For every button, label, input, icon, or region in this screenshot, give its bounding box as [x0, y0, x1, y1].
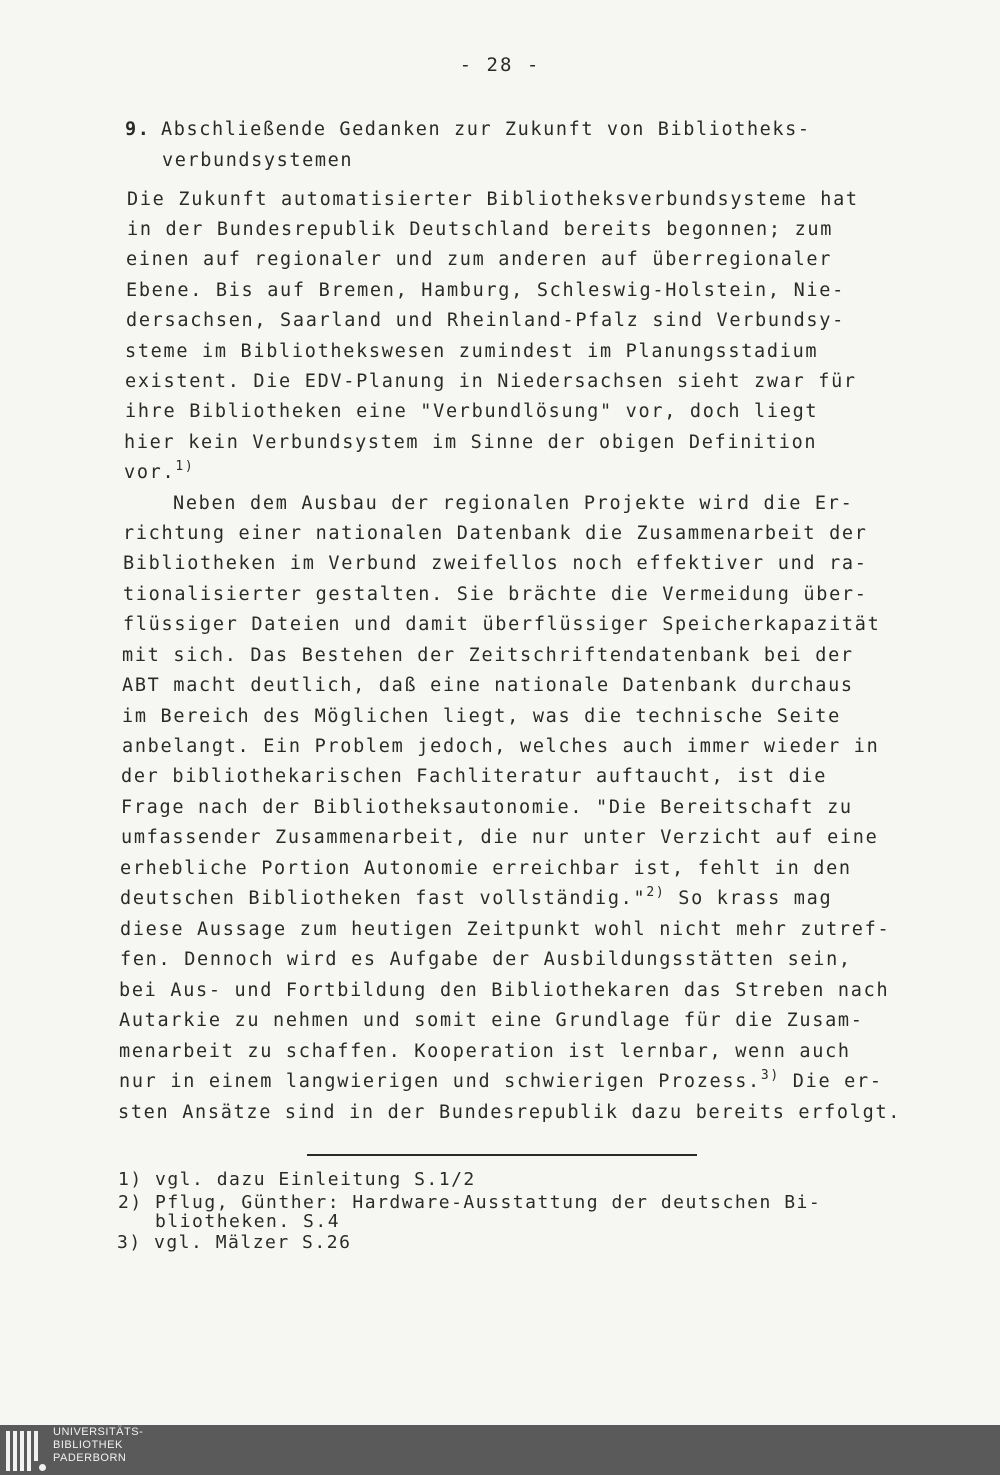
- footnote: 1) vgl. dazu Einleitung S.1/2: [118, 1169, 476, 1190]
- body-line: vor.$^{1)}$: [124, 459, 195, 483]
- body-line: dersachsen, Saarland und Rheinland-Pfalz sind Verbundsy-: [126, 310, 845, 331]
- body-line: anbelangt. Ein Problem jedoch, welches auch immer wieder in: [122, 736, 880, 757]
- body-line: menarbeit zu schaffen. Kooperation ist lernbar, wenn auch: [119, 1041, 851, 1062]
- body-line: hier kein Verbundsystem im Sinne der obigen Definition: [124, 432, 818, 453]
- body-line: deutschen Bibliotheken fast vollständig."$^{2)}$ So krass mag: [120, 885, 833, 909]
- section-number: 9.: [125, 119, 151, 140]
- body-line: existent. Die EDV-Planung in Niedersachsen sieht zwar für: [125, 371, 857, 392]
- page-number: - 28 -: [459, 54, 541, 76]
- heading-line-2: verbundsystemen: [162, 150, 354, 171]
- body-line: tionalisierter gestalten. Sie brächte die Vermeidung über-: [123, 584, 868, 605]
- footnote-divider: [307, 1154, 697, 1156]
- body-line: nur in einem langwierigen und schwierigen Prozess.$^{3)}$ Die er-: [119, 1068, 883, 1092]
- footnote: bliotheken. S.4: [118, 1211, 341, 1232]
- body-line: diese Aussage zum heutigen Zeitpunkt wohl nicht mehr zutref-: [120, 919, 891, 940]
- body-line: im Bereich des Möglichen liegt, was die technische Seite: [122, 706, 841, 727]
- body-line: mit sich. Das Bestehen der Zeitschriftendatenbank bei der: [122, 645, 854, 666]
- body-line: in der Bundesrepublik Deutschland bereits begonnen; zum: [127, 219, 834, 240]
- body-line: Ebene. Bis auf Bremen, Hamburg, Schleswig-Holstein, Nie-: [126, 280, 845, 301]
- body-line: umfassender Zusammenarbeit, die nur unter Verzicht auf eine: [121, 827, 879, 848]
- footnote: 2) Pflug, Günther: Hardware-Ausstattung der deutschen Bi-: [118, 1192, 822, 1213]
- body-line: einen auf regionaler und zum anderen auf überregionaler: [126, 249, 833, 270]
- body-line: Frage nach der Bibliotheksautonomie. "Die Bereitschaft zu: [121, 797, 853, 818]
- body-line: richtung einer nationalen Datenbank die Zusammenarbeit der: [123, 523, 868, 544]
- footnote-ref: 2): [646, 885, 666, 900]
- body-line: flüssiger Dateien und damit überflüssiger Speicherkapazität: [123, 614, 881, 635]
- body-line: der bibliothekarischen Fachliteratur auftaucht, ist die: [121, 766, 828, 787]
- library-logo-text: UNIVERSITÄTS- BIBLIOTHEK PADERBORN: [53, 1426, 144, 1464]
- body-line: bei Aus- und Fortbildung den Bibliothekaren das Streben nach: [119, 980, 890, 1001]
- body-line: erhebliche Portion Autonomie erreichbar ist, fehlt in den: [120, 858, 852, 879]
- footnote-ref: 1): [175, 459, 195, 474]
- footnote: 3) vgl. Mälzer S.26: [117, 1232, 352, 1253]
- body-line: ihre Bibliotheken eine "Verbundlösung" vor, doch liegt: [125, 401, 819, 422]
- library-footer: [0, 1425, 1000, 1475]
- body-line: sten Ansätze sind in der Bundesrepublik dazu bereits erfolgt.: [118, 1102, 902, 1123]
- section-heading: [125, 114, 885, 176]
- library-logo-icon: [4, 1427, 44, 1473]
- body-line: Autarkie zu nehmen und somit eine Grundlage für die Zusam-: [119, 1010, 864, 1031]
- body-line: Die Zukunft automatisierter Bibliotheksverbundsysteme hat: [127, 189, 859, 210]
- body-line: Bibliotheken im Verbund zweifellos noch effektiver und ra-: [123, 553, 868, 574]
- body-line: ABT macht deutlich, daß eine nationale Datenbank durchaus: [122, 675, 854, 696]
- footnote-ref: 3): [760, 1068, 780, 1083]
- heading-line-1: Abschließende Gedanken zur Zukunft von Bibliotheks-: [161, 119, 811, 140]
- body-line: steme im Bibliothekswesen zumindest im Planungsstadium: [125, 341, 819, 362]
- body-line: fen. Dennoch wird es Aufgabe der Ausbildungsstätten sein,: [120, 949, 852, 970]
- body-line: Neben dem Ausbau der regionalen Projekte wird die Er-: [173, 493, 854, 514]
